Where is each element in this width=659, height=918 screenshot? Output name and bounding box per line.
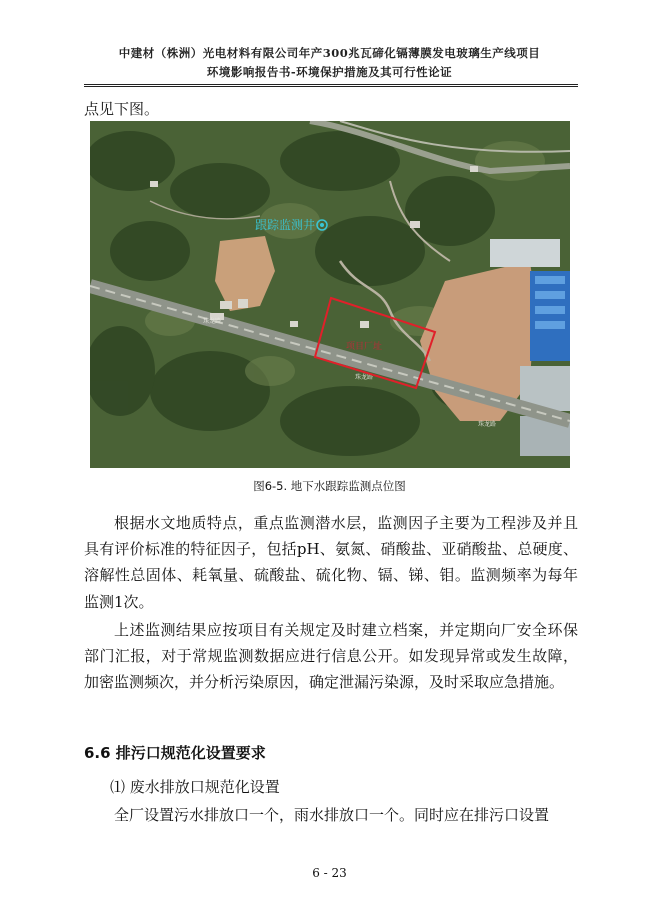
intro-text: 点见下图。 [84, 100, 160, 118]
report-header-subtitle: 环境影响报告书-环境保护措施及其可行性论证 [206, 65, 453, 79]
header-rule-secondary [84, 86, 578, 87]
satellite-map [90, 121, 570, 468]
project-site-label: 项目厂址 [346, 342, 383, 352]
page-number: 6 - 23 [312, 866, 347, 880]
paragraph-reporting: 上述监测结果应按项目有关规定及时建立档案，并定期向厂安全环保部门汇报，对于常规监测数据应进行信息公开。如发现异常或发生故障，加密监测频次，并分析污染原因，确定泄漏污染源，及时采取应急措施。 [84, 621, 578, 692]
paragraph-monitoring-factors: 根据水文地质特点，重点监测潜水层，监测因子主要为工程涉及并且具有评价标准的特征因子，包括pH、氨氮、硝酸盐、亚硝酸盐、总硬度、溶解性总固体、耗氧量、硫酸盐、硫化物、镉、锑、钼。监测频率为每年监测1次。 [84, 514, 578, 611]
road-label-3: 珠龙路 [478, 421, 497, 428]
figure-caption: 图6-5. 地下水跟踪监测点位图 [253, 479, 406, 493]
header-rule [84, 84, 578, 85]
road-label-1: 珠龙路 [203, 318, 222, 325]
satellite-map-figure [90, 121, 570, 468]
road-label-2: 珠龙路 [355, 374, 374, 381]
section-heading: 6.6 排污口规范化设置要求 [84, 744, 266, 762]
paragraph-outfall: 全厂设置污水排放口一个，雨水排放口一个。同时应在排污口设置 [114, 806, 550, 824]
report-header-title: 中建材（株洲）光电材料有限公司年产300兆瓦碲化镉薄膜发电玻璃生产线项目 [118, 46, 541, 60]
monitoring-well-label: 跟踪监测井 [255, 218, 316, 232]
subsection-heading: ⑴ 废水排放口规范化设置 [110, 778, 280, 796]
